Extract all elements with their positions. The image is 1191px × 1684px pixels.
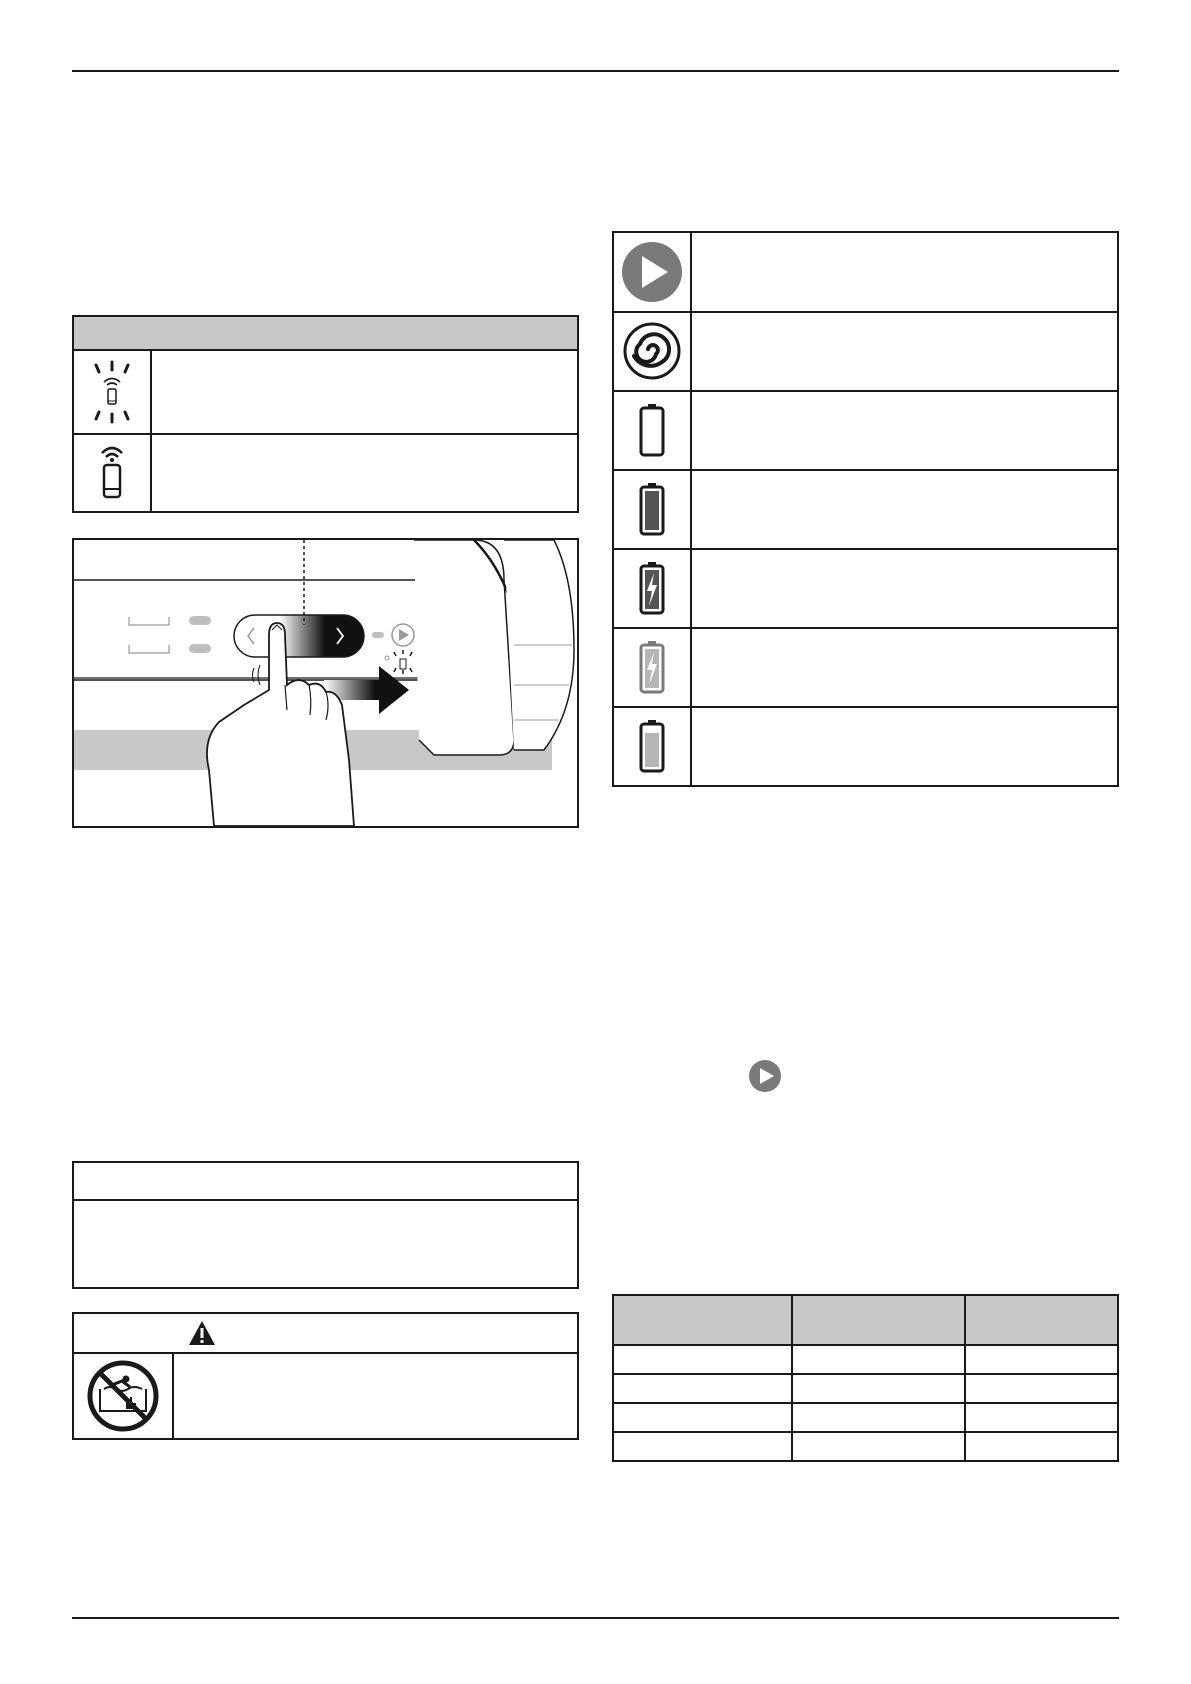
table-cell [613, 1345, 792, 1374]
status-row-divider [614, 311, 1117, 313]
note-box [72, 1161, 579, 1289]
table-cell [965, 1374, 1118, 1403]
status-row-divider [614, 390, 1117, 392]
finger-swipe-control-panel-illustration [72, 538, 579, 828]
status-row-divider [614, 706, 1117, 708]
table-cell [792, 1374, 964, 1403]
status-row-divider [614, 627, 1117, 629]
status-row-divider [614, 469, 1117, 471]
table-cell [613, 1403, 792, 1432]
inline-play-circle-icon [748, 1059, 782, 1093]
indicator-table-row-divider [74, 433, 577, 435]
indicator-table-divider [150, 351, 152, 511]
warning-box-divider [74, 1352, 577, 1354]
status-table-divider [690, 233, 692, 785]
no-swimming-icon [86, 1359, 160, 1433]
table-cell [613, 1374, 792, 1403]
battery-charging-icon [638, 561, 666, 615]
indicator-table [72, 315, 579, 513]
spec-table [612, 1294, 1119, 1462]
table-cell [965, 1403, 1118, 1432]
spec-table-header [613, 1295, 792, 1345]
table-row [613, 1374, 1118, 1403]
spec-table-header [965, 1295, 1118, 1345]
spiral-cleaning-icon [622, 319, 682, 383]
battery-full-dark-icon [638, 482, 666, 536]
battery-low-light-icon [638, 719, 666, 773]
indicator-table-header [74, 317, 577, 351]
status-icon-table [612, 231, 1119, 787]
footer-rule [72, 1617, 1119, 1619]
phone-signal-blinking-icon [82, 357, 142, 427]
status-row-divider [614, 548, 1117, 550]
battery-empty-outline-icon [638, 403, 666, 457]
warning-triangle-icon [188, 1320, 216, 1346]
table-row [613, 1403, 1118, 1432]
table-cell [792, 1345, 964, 1374]
table-row [613, 1432, 1118, 1461]
table-cell [965, 1345, 1118, 1374]
table-cell [792, 1403, 964, 1432]
battery-charging-light-icon [638, 640, 666, 694]
table-cell [613, 1432, 792, 1461]
note-box-divider [74, 1199, 577, 1201]
phone-signal-steady-icon [82, 439, 142, 505]
table-cell [965, 1432, 1118, 1461]
header-rule [72, 70, 1119, 72]
table-cell [792, 1432, 964, 1461]
play-circle-icon [620, 240, 684, 304]
spec-table-header [792, 1295, 964, 1345]
warning-box-vdivider [172, 1354, 174, 1438]
warning-box [72, 1312, 579, 1440]
table-row [613, 1345, 1118, 1374]
